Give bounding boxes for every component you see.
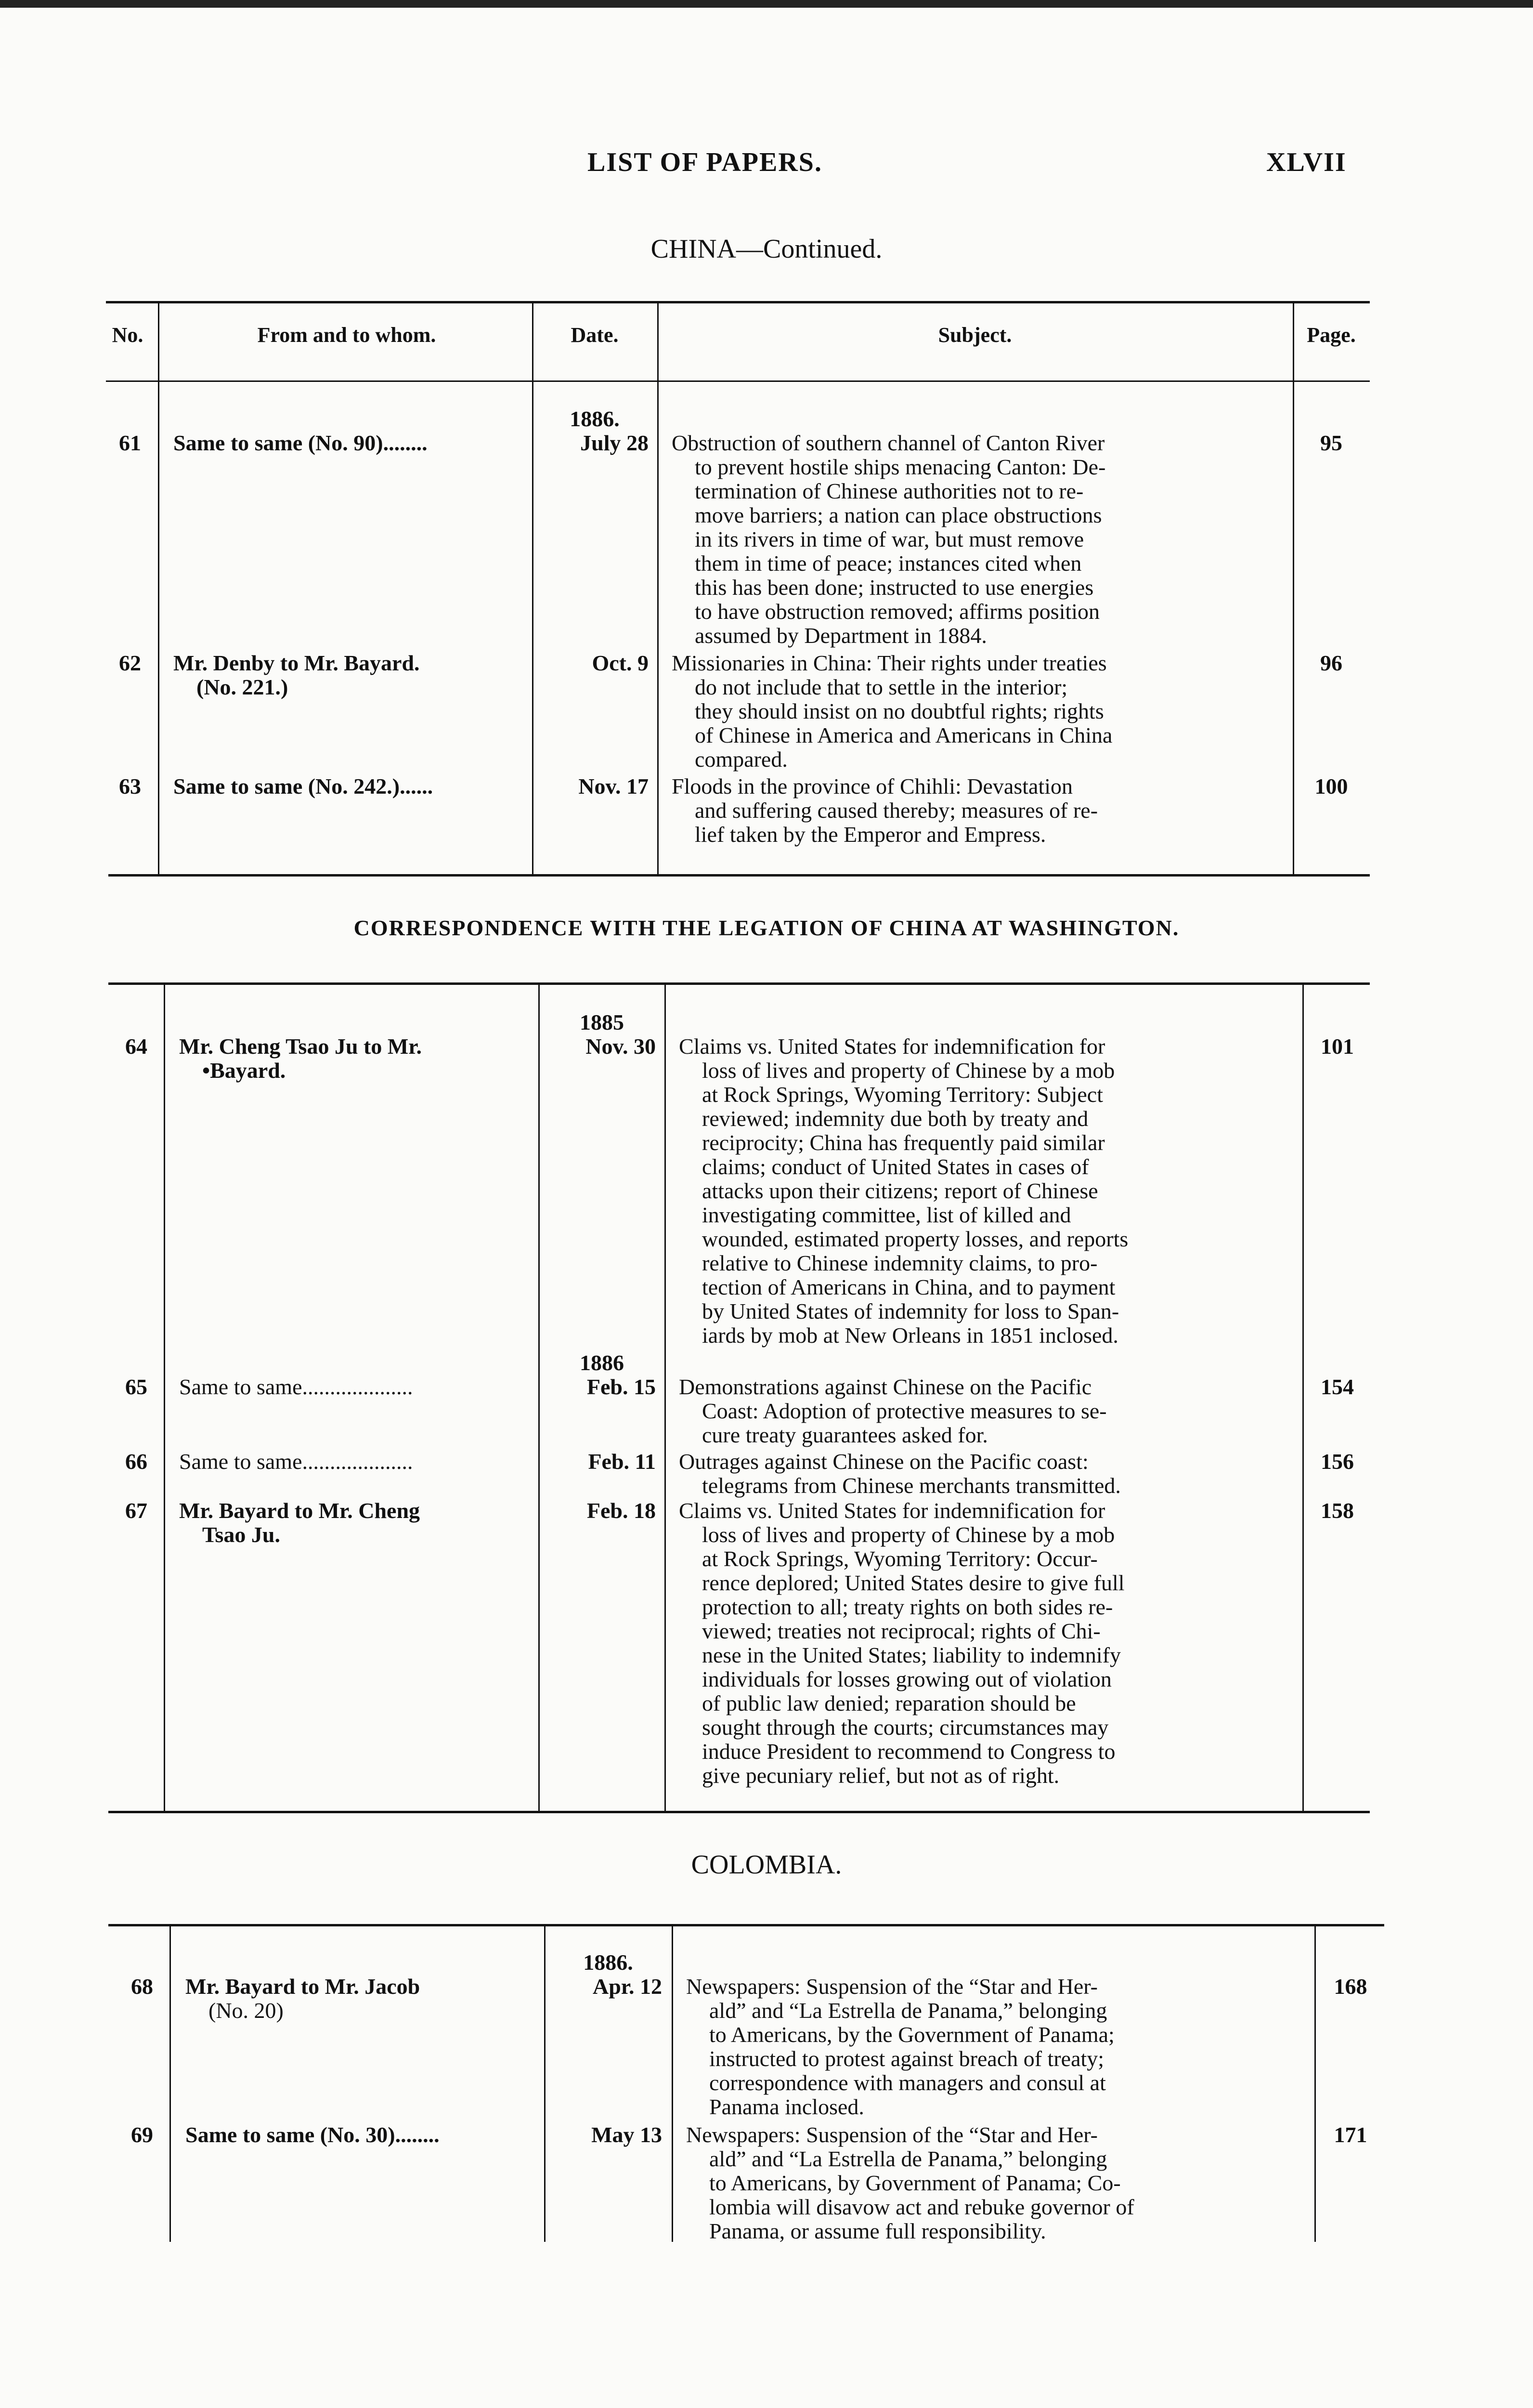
subject-line: they should insist on no doubtful rights; rights <box>695 699 1104 723</box>
column-divider <box>538 982 540 1811</box>
row-number: 64 <box>125 1034 147 1059</box>
subject-line: viewed; treaties not reciprocal; rights of Chi- <box>702 1619 1101 1643</box>
scan-top-edge <box>0 0 1533 8</box>
from-line: Mr. Denby to Mr. Bayard. <box>173 651 420 675</box>
subject-line: to Americans, by Government of Panama; Co- <box>709 2171 1121 2195</box>
subject-line: to prevent hostile ships menacing Canton: De- <box>695 455 1106 479</box>
section-title-colombia: COLOMBIA. <box>691 1850 842 1880</box>
subject-line: and suffering caused thereby; measures of re- <box>695 798 1098 823</box>
subject-line: of public law denied; reparation should be <box>702 1691 1076 1715</box>
row-page: 100 <box>1314 774 1348 798</box>
subject-line: telegrams from Chinese merchants transmitted. <box>702 1473 1121 1498</box>
row-from: Same to same (No. 242.)...... <box>173 774 433 798</box>
row-subject <box>679 1450 1293 1498</box>
row-number: 68 <box>131 1974 153 1999</box>
row-from <box>185 1975 420 2023</box>
subject-line: give pecuniary relief, but not as of right. <box>702 1763 1060 1788</box>
column-divider <box>657 301 659 874</box>
row-subject <box>679 1499 1293 1788</box>
column-divider <box>532 301 533 874</box>
subject-line: Demonstrations against Chinese on the Pacific <box>679 1374 1092 1399</box>
page-number: XLVII <box>1266 147 1347 177</box>
subject-line: to Americans, by the Government of Panama; <box>709 2022 1115 2047</box>
row-subject <box>686 2123 1305 2243</box>
subject-line: Outrages against Chinese on the Pacific coast: <box>679 1449 1089 1474</box>
row-subject <box>672 774 1283 847</box>
subject-line: cure treaty guarantees asked for. <box>702 1423 988 1447</box>
column-divider <box>1293 301 1294 874</box>
row-subject <box>672 651 1283 772</box>
row-date: Nov. 17 <box>578 774 649 798</box>
from-line: Mr. Bayard to Mr. Cheng <box>179 1498 420 1523</box>
row-date: July 28 <box>580 431 649 455</box>
subject-line: individuals for losses growing out of violation <box>702 1667 1112 1691</box>
subject-line: Coast: Adoption of protective measures to se- <box>702 1399 1107 1423</box>
subject-line: at Rock Springs, Wyoming Territory: Occur- <box>702 1546 1098 1571</box>
row-page: 95 <box>1320 431 1342 455</box>
row-subject <box>672 431 1283 648</box>
row-number: 62 <box>119 651 141 675</box>
subject-line: reciprocity; China has frequently paid similar <box>702 1130 1105 1155</box>
row-date: Feb. 18 <box>586 1498 656 1523</box>
subject-line: to have obstruction removed; affirms position <box>695 599 1100 624</box>
row-number: 63 <box>119 774 141 798</box>
section-title-china: CHINA—Continued. <box>650 234 883 264</box>
subject-line: Newspapers: Suspension of the “Star and Her- <box>686 2122 1098 2147</box>
row-from: Same to same.................... <box>179 1449 413 1474</box>
subject-line: lombia will disavow act and rebuke governor of <box>709 2195 1134 2219</box>
subject-line: iards by mob at New Orleans in 1851 inclosed. <box>702 1323 1118 1348</box>
subject-line: protection to all; treaty rights on both sides re- <box>702 1595 1113 1619</box>
row-page: 101 <box>1321 1034 1354 1059</box>
row-from: Same to same.................... <box>179 1374 413 1399</box>
column-header-page: Page. <box>1307 323 1356 347</box>
row-date: Feb. 11 <box>588 1449 656 1474</box>
subject-line: Panama, or assume full responsibility. <box>709 2219 1046 2243</box>
subject-line: Obstruction of southern channel of Canton River <box>672 431 1105 455</box>
subject-line: ald” and “La Estrella de Panama,” belonging <box>709 1998 1107 2023</box>
subject-line: Panama inclosed. <box>709 2094 864 2119</box>
subject-line: relative to Chinese indemnity claims, to pro- <box>702 1251 1098 1275</box>
row-page: 168 <box>1334 1974 1367 1999</box>
subject-line: wounded, estimated property losses, and reports <box>702 1227 1129 1251</box>
row-page: 96 <box>1320 651 1342 675</box>
from-line: Tsao Ju. <box>202 1522 280 1547</box>
column-divider <box>1314 1924 1316 2242</box>
row-subject <box>679 1375 1293 1447</box>
subject-line: this has been done; instructed to use energies <box>695 575 1094 600</box>
row-from: Same to same (No. 90)........ <box>173 431 428 455</box>
subject-line: lief taken by the Emperor and Empress. <box>695 822 1046 847</box>
column-header-date: Date. <box>571 323 619 347</box>
table-top-rule <box>108 1924 1384 1926</box>
subject-line: at Rock Springs, Wyoming Territory: Subject <box>702 1082 1104 1107</box>
subject-line: tection of Americans in China, and to payment <box>702 1275 1116 1299</box>
subject-line: reviewed; indemnity due both by treaty and <box>702 1106 1089 1131</box>
subject-line: compared. <box>695 747 788 772</box>
row-number: 66 <box>125 1449 147 1474</box>
column-divider <box>169 1924 171 2242</box>
column-header-rule <box>106 380 1370 382</box>
subject-line: instructed to protest against breach of treaty; <box>709 2046 1104 2071</box>
row-number: 69 <box>131 2122 153 2147</box>
subject-line: move barriers; a nation can place obstructions <box>695 503 1102 527</box>
row-date: Apr. 12 <box>593 1974 662 1999</box>
subject-line: loss of lives and property of Chinese by a mob <box>702 1522 1115 1547</box>
subject-line: sought through the courts; circumstances may <box>702 1715 1109 1740</box>
table-top-rule <box>106 301 1370 303</box>
row-page: 154 <box>1321 1374 1354 1399</box>
subject-line: correspondence with managers and consul at <box>709 2070 1106 2095</box>
section-title-legation: CORRESPONDENCE WITH THE LEGATION OF CHINA AT WASHINGTON. <box>353 916 1180 940</box>
subject-line: claims; conduct of United States in cases of <box>702 1154 1089 1179</box>
row-subject <box>679 1034 1293 1348</box>
column-divider <box>1302 982 1304 1811</box>
subject-line: Floods in the province of Chihli: Devastation <box>672 774 1073 798</box>
row-from: Same to same (No. 30)........ <box>185 2122 440 2147</box>
column-header-no: No. <box>112 323 143 347</box>
from-line: Mr. Cheng Tsao Ju to Mr. <box>179 1034 422 1059</box>
column-divider <box>664 982 666 1811</box>
subject-line: them in time of peace; instances cited when <box>695 551 1082 576</box>
row-from <box>173 651 420 699</box>
row-from <box>179 1499 420 1547</box>
column-divider <box>164 982 165 1811</box>
from-line: •Bayard. <box>202 1058 286 1083</box>
subject-line: loss of lives and property of Chinese by a mob <box>702 1058 1115 1083</box>
subject-line: rence deplored; United States desire to give full <box>702 1570 1125 1595</box>
subject-line: attacks upon their citizens; report of Chinese <box>702 1178 1098 1203</box>
column-divider <box>672 1924 673 2242</box>
page-title: LIST OF PAPERS. <box>587 147 822 177</box>
row-year: 1885 <box>580 1010 624 1034</box>
subject-line: induce President to recommend to Congress to <box>702 1739 1116 1764</box>
row-year: 1886 <box>580 1350 624 1375</box>
subject-line: Missionaries in China: Their rights under treaties <box>672 651 1107 675</box>
subject-line: nese in the United States; liability to indemnify <box>702 1643 1121 1667</box>
from-line: (No. 221.) <box>196 675 288 699</box>
column-header-from: From and to whom. <box>257 323 436 347</box>
row-date: May 13 <box>591 2122 662 2147</box>
row-year: 1886. <box>583 1950 633 1975</box>
subject-line: Claims vs. United States for indemnification for <box>679 1498 1105 1523</box>
from-line: (No. 20) <box>208 1998 284 2023</box>
subject-line: Newspapers: Suspension of the “Star and Her- <box>686 1974 1098 1999</box>
subject-line: do not include that to settle in the interior; <box>695 675 1068 699</box>
subject-line: ald” and “La Estrella de Panama,” belonging <box>709 2146 1107 2171</box>
row-page: 171 <box>1334 2122 1367 2147</box>
table-top-rule <box>108 982 1370 985</box>
subject-line: of Chinese in America and Americans in China <box>695 723 1113 747</box>
from-line: Mr. Bayard to Mr. Jacob <box>185 1974 420 1999</box>
row-number: 65 <box>125 1374 147 1399</box>
subject-line: investigating committee, list of killed and <box>702 1203 1071 1227</box>
row-subject <box>686 1975 1305 2119</box>
row-page: 158 <box>1321 1498 1354 1523</box>
row-date: Oct. 9 <box>592 651 649 675</box>
column-header-subject: Subject. <box>938 323 1012 347</box>
subject-line: by United States of indemnity for loss to Span- <box>702 1299 1119 1323</box>
row-from <box>179 1034 422 1083</box>
row-date: Feb. 15 <box>586 1374 656 1399</box>
subject-line: assumed by Department in 1884. <box>695 623 987 648</box>
subject-line: Claims vs. United States for indemnification for <box>679 1034 1105 1059</box>
row-number: 67 <box>125 1498 147 1523</box>
row-number: 61 <box>119 431 141 455</box>
row-date: Nov. 30 <box>585 1034 656 1059</box>
table-bottom-rule <box>108 874 1370 877</box>
column-divider <box>158 301 159 874</box>
subject-line: termination of Chinese authorities not to re- <box>695 479 1084 503</box>
subject-line: in its rivers in time of war, but must remove <box>695 527 1084 551</box>
column-divider <box>544 1924 546 2242</box>
table-bottom-rule <box>108 1811 1370 1813</box>
row-year: 1886. <box>570 406 620 431</box>
row-page: 156 <box>1321 1449 1354 1474</box>
